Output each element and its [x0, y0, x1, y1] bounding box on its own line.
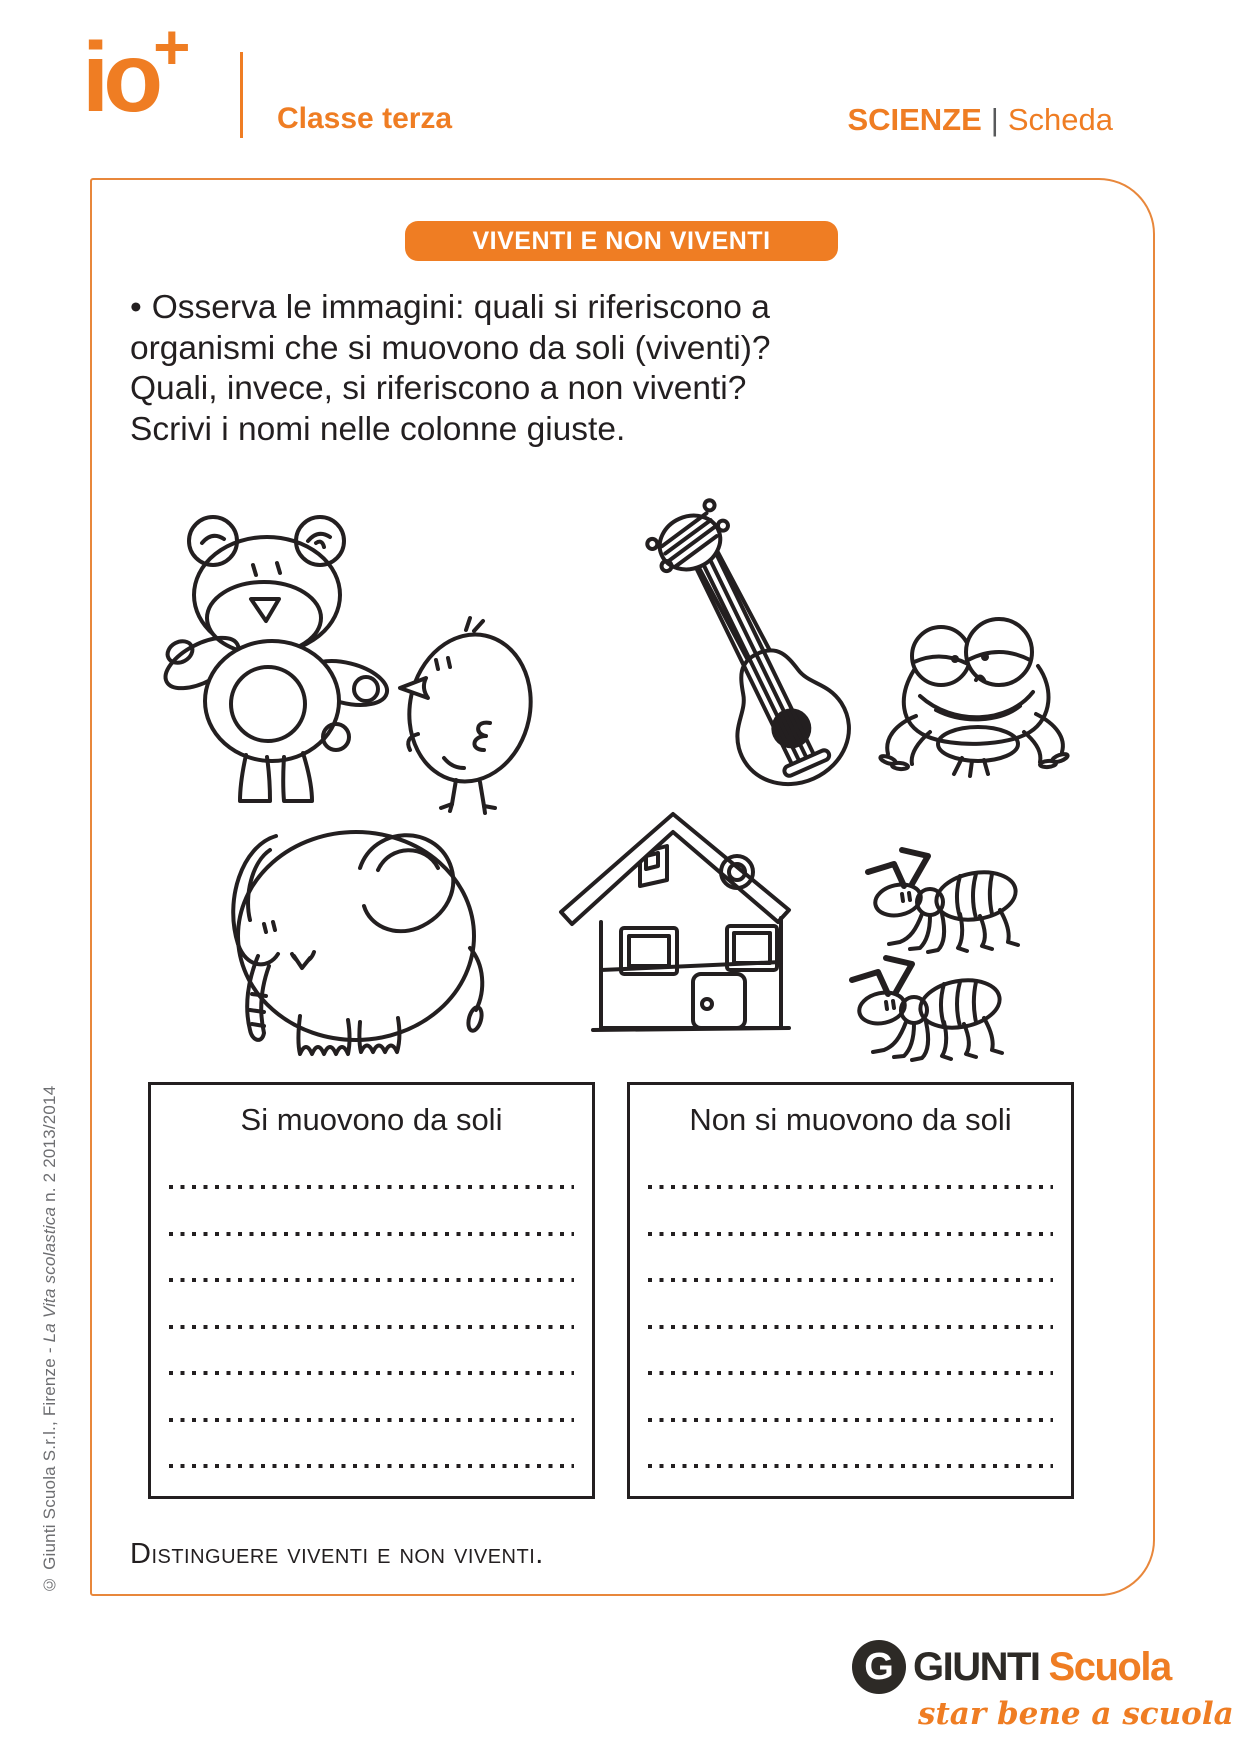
answer-line: [648, 1325, 1053, 1329]
answer-box-title: Non si muovono da soli: [689, 1102, 1012, 1137]
copyright-work-title: La Vita scolastica: [40, 1206, 59, 1343]
guitar-icon: [650, 488, 870, 823]
task-line-text: Osserva le immagini: quali si riferiscono a: [151, 289, 770, 326]
frog-drawing: [878, 612, 1073, 792]
answer-lines: [151, 1185, 592, 1468]
io-plus-logo-text: io: [82, 22, 158, 132]
header-divider: [240, 52, 243, 138]
io-plus-logo: [82, 11, 194, 132]
copyright-suffix: n. 2 2013/2014: [40, 1085, 59, 1207]
chick-icon: [378, 608, 548, 808]
class-label: Classe terza: [277, 102, 453, 135]
answer-line: [169, 1278, 574, 1282]
answer-box-title: Si muovono da soli: [240, 1102, 503, 1137]
header-right: [847, 102, 1113, 138]
answer-line: [169, 1418, 574, 1422]
answer-line: [648, 1418, 1053, 1422]
learning-objective: Distinguere viventi e non viventi.: [130, 1538, 544, 1570]
ants-drawing: [848, 838, 1048, 1068]
answer-lines: [630, 1185, 1071, 1468]
answer-line: [648, 1371, 1053, 1375]
topic-banner: VIVENTI E NON VIVENTI: [405, 221, 838, 261]
ants-icon: [848, 838, 1048, 1068]
subject-label: SCIENZE: [847, 102, 982, 137]
answer-line: [169, 1325, 574, 1329]
house-drawing: [545, 798, 810, 1053]
answer-box-viventi: [148, 1082, 595, 1499]
teddy-bear-icon: [150, 505, 400, 805]
publisher-division: Scuola: [1048, 1644, 1171, 1689]
answer-line: [648, 1232, 1053, 1236]
task-instructions: [130, 288, 771, 450]
plus-icon: +: [153, 11, 191, 83]
answer-line: [169, 1185, 574, 1189]
answer-line: [648, 1464, 1053, 1468]
header-separator: |: [990, 102, 999, 137]
sheet-type-label: Scheda: [1007, 102, 1113, 137]
publisher-wordmark: [852, 1640, 1234, 1694]
answer-line: [169, 1371, 574, 1375]
answer-line: [648, 1278, 1053, 1282]
publisher-tagline: star bene a scuola: [918, 1696, 1234, 1732]
bullet-icon: •: [130, 289, 142, 326]
copyright-strip: [40, 1028, 60, 1594]
elephant-drawing: [198, 808, 508, 1063]
giunti-g-icon: G: [852, 1640, 906, 1694]
answer-box-non-viventi: [627, 1082, 1074, 1499]
chick-drawing: [378, 608, 548, 808]
elephant-icon: [198, 808, 508, 1063]
guitar-drawing: [650, 488, 870, 823]
house-icon: [545, 798, 810, 1053]
copyright-prefix: © Giunti Scuola S.r.l., Firenze -: [40, 1342, 59, 1594]
publisher-logo: [852, 1640, 1234, 1732]
publisher-name: GIUNTI: [913, 1644, 1040, 1689]
task-line: Quali, invece, si riferiscono a non viventi?: [130, 370, 747, 407]
teddy-bear-drawing: [150, 505, 400, 805]
frog-icon: [878, 612, 1073, 792]
task-line: organismi che si muovono da soli (viventi)?: [130, 329, 771, 367]
answer-line: [648, 1185, 1053, 1189]
answer-line: [169, 1464, 574, 1468]
task-line: Scrivi i nomi nelle colonne giuste.: [130, 410, 626, 448]
answer-line: [169, 1232, 574, 1236]
task-line: [130, 288, 771, 329]
